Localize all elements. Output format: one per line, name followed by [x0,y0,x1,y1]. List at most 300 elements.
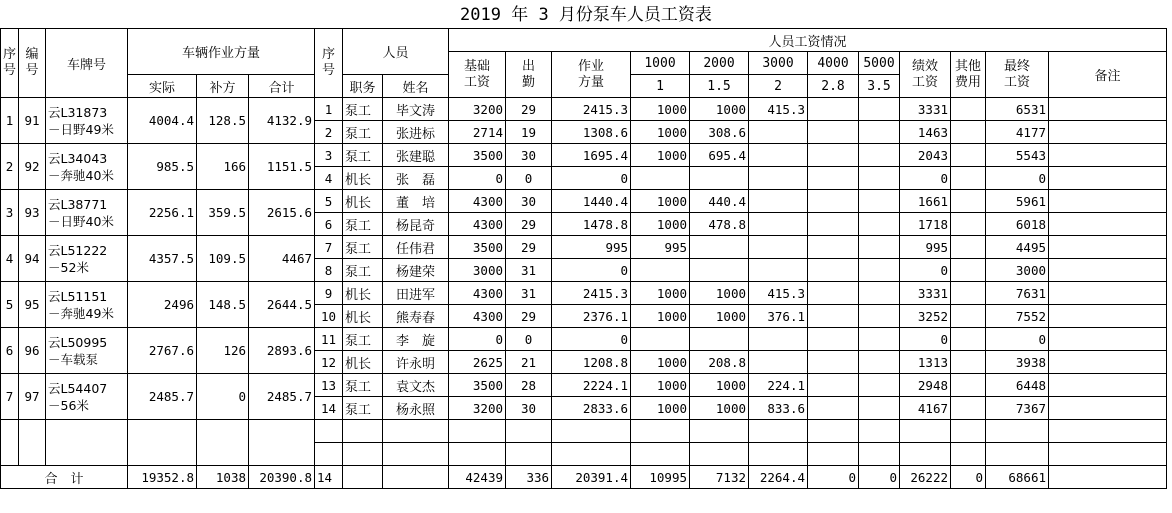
header-volume[interactable]: 车辆作业方量 [128,29,315,75]
tier-3-cell[interactable] [749,236,808,259]
tier-5-cell[interactable] [859,213,900,236]
work-volume-cell[interactable]: 2376.1 [552,305,631,328]
perf-wage-cell[interactable]: 2948 [900,374,951,397]
totals-label[interactable]: 合 计 [1,466,128,489]
tier-5-cell[interactable] [859,351,900,374]
perf-wage-cell[interactable]: 1313 [900,351,951,374]
base-wage-cell[interactable]: 3200 [449,98,506,121]
volume-actual-cell[interactable]: 2485.7 [128,374,197,420]
volume-extra-cell[interactable] [197,420,249,466]
totals-t1[interactable]: 10995 [631,466,690,489]
tier-4-cell[interactable] [808,121,859,144]
tier-5-cell[interactable] [859,259,900,282]
tier-1-cell[interactable]: 1000 [631,190,690,213]
volume-extra-cell[interactable]: 128.5 [197,98,249,144]
staff-job-cell[interactable]: 机长 [343,167,383,190]
header-tier-5-top[interactable]: 5000 [859,52,900,75]
tier-3-cell[interactable] [749,328,808,351]
vehicle-seq-cell[interactable]: 7 [1,374,19,420]
note-cell[interactable] [1049,167,1167,190]
attendance-cell[interactable]: 28 [506,374,552,397]
staff-job-cell[interactable]: 泵工 [343,98,383,121]
tier-4-cell[interactable] [808,282,859,305]
staff-seq-cell[interactable]: 7 [315,236,343,259]
perf-wage-cell[interactable]: 0 [900,328,951,351]
staff-name-cell[interactable]: 张 磊 [383,167,449,190]
header-volume-actual[interactable]: 实际 [128,75,197,98]
header-tier-1-bottom[interactable]: 1 [631,75,690,98]
tier-3-cell[interactable]: 224.1 [749,374,808,397]
totals-extra[interactable]: 1038 [197,466,249,489]
empty-cell[interactable] [951,443,986,466]
other-fee-cell[interactable] [951,190,986,213]
staff-seq-cell[interactable]: 4 [315,167,343,190]
header-plate[interactable]: 车牌号 [46,29,128,98]
tier-3-cell[interactable] [749,121,808,144]
totals-actual[interactable]: 19352.8 [128,466,197,489]
empty-cell[interactable] [343,443,383,466]
header-seq[interactable]: 序 号 [1,29,19,98]
empty-cell[interactable] [552,443,631,466]
header-note[interactable]: 备注 [1049,52,1167,98]
vehicle-code-cell[interactable] [19,420,46,466]
totals-base[interactable]: 42439 [449,466,506,489]
tier-1-cell[interactable]: 1000 [631,144,690,167]
empty-cell[interactable] [383,420,449,443]
work-volume-cell[interactable]: 2415.3 [552,98,631,121]
tier-1-cell[interactable]: 1000 [631,374,690,397]
totals-t3[interactable]: 2264.4 [749,466,808,489]
staff-seq-cell[interactable]: 1 [315,98,343,121]
tier-4-cell[interactable] [808,213,859,236]
final-wage-cell[interactable]: 6531 [986,98,1049,121]
volume-total-cell[interactable]: 2644.5 [249,282,315,328]
tier-1-cell[interactable] [631,328,690,351]
staff-job-cell[interactable]: 泵工 [343,374,383,397]
empty-cell[interactable] [749,443,808,466]
header-tier-1-top[interactable]: 1000 [631,52,690,75]
note-cell[interactable] [1049,213,1167,236]
volume-actual-cell[interactable]: 4357.5 [128,236,197,282]
perf-wage-cell[interactable]: 1463 [900,121,951,144]
tier-4-cell[interactable] [808,144,859,167]
base-wage-cell[interactable]: 4300 [449,213,506,236]
header-final-wage[interactable]: 最终 工资 [986,52,1049,98]
header-tier-4-bottom[interactable]: 2.8 [808,75,859,98]
totals-final[interactable]: 68661 [986,466,1049,489]
base-wage-cell[interactable]: 3200 [449,397,506,420]
base-wage-cell[interactable]: 3000 [449,259,506,282]
tier-3-cell[interactable] [749,351,808,374]
tier-3-cell[interactable]: 833.6 [749,397,808,420]
final-wage-cell[interactable]: 7367 [986,397,1049,420]
other-fee-cell[interactable] [951,121,986,144]
staff-name-cell[interactable]: 熊寿春 [383,305,449,328]
other-fee-cell[interactable] [951,259,986,282]
header-tier-3-bottom[interactable]: 2 [749,75,808,98]
tier-1-cell[interactable]: 1000 [631,305,690,328]
volume-extra-cell[interactable]: 126 [197,328,249,374]
empty-cell[interactable] [315,443,343,466]
tier-3-cell[interactable] [749,259,808,282]
tier-2-cell[interactable]: 1000 [690,305,749,328]
staff-job-cell[interactable]: 泵工 [343,236,383,259]
tier-3-cell[interactable]: 376.1 [749,305,808,328]
other-fee-cell[interactable] [951,351,986,374]
empty-cell[interactable] [986,420,1049,443]
staff-seq-cell[interactable]: 10 [315,305,343,328]
staff-name-cell[interactable]: 杨昆奇 [383,213,449,236]
note-cell[interactable] [1049,282,1167,305]
base-wage-cell[interactable]: 0 [449,167,506,190]
empty-cell[interactable] [343,420,383,443]
tier-2-cell[interactable]: 695.4 [690,144,749,167]
tier-4-cell[interactable] [808,351,859,374]
note-cell[interactable] [1049,397,1167,420]
attendance-cell[interactable]: 0 [506,167,552,190]
empty-cell[interactable] [1049,443,1167,466]
base-wage-cell[interactable]: 3500 [449,144,506,167]
empty-cell[interactable] [449,443,506,466]
perf-wage-cell[interactable]: 3331 [900,98,951,121]
empty-cell[interactable] [808,420,859,443]
perf-wage-cell[interactable]: 2043 [900,144,951,167]
note-cell[interactable] [1049,190,1167,213]
empty-cell[interactable] [1049,420,1167,443]
empty-cell[interactable] [631,420,690,443]
volume-extra-cell[interactable]: 148.5 [197,282,249,328]
tier-2-cell[interactable] [690,328,749,351]
staff-name-cell[interactable]: 杨永照 [383,397,449,420]
header-tier-5-bottom[interactable]: 3.5 [859,75,900,98]
plate-cell[interactable]: 云L38771 －日野40米 [46,190,128,236]
final-wage-cell[interactable]: 3938 [986,351,1049,374]
note-cell[interactable] [1049,236,1167,259]
empty-cell[interactable] [690,443,749,466]
header-person[interactable]: 人员 [343,29,449,75]
work-volume-cell[interactable]: 1308.6 [552,121,631,144]
tier-1-cell[interactable]: 1000 [631,213,690,236]
tier-1-cell[interactable]: 1000 [631,282,690,305]
volume-actual-cell[interactable]: 2256.1 [128,190,197,236]
tier-2-cell[interactable]: 308.6 [690,121,749,144]
work-volume-cell[interactable]: 995 [552,236,631,259]
base-wage-cell[interactable]: 3500 [449,236,506,259]
plate-cell[interactable]: 云L34043 －奔驰40米 [46,144,128,190]
tier-2-cell[interactable] [690,259,749,282]
tier-5-cell[interactable] [859,397,900,420]
other-fee-cell[interactable] [951,282,986,305]
tier-1-cell[interactable]: 1000 [631,397,690,420]
empty-cell[interactable] [552,420,631,443]
final-wage-cell[interactable]: 6448 [986,374,1049,397]
header-wage-situation[interactable]: 人员工资情况 [449,29,1167,52]
tier-5-cell[interactable] [859,190,900,213]
empty-cell[interactable] [900,443,951,466]
totals-perf[interactable]: 26222 [900,466,951,489]
note-cell[interactable] [1049,121,1167,144]
vehicle-code-cell[interactable]: 95 [19,282,46,328]
tier-3-cell[interactable]: 415.3 [749,282,808,305]
vehicle-code-cell[interactable]: 93 [19,190,46,236]
vehicle-seq-cell[interactable]: 4 [1,236,19,282]
final-wage-cell[interactable]: 6018 [986,213,1049,236]
tier-4-cell[interactable] [808,397,859,420]
plate-cell[interactable]: 云L31873 －日野49米 [46,98,128,144]
base-wage-cell[interactable]: 4300 [449,190,506,213]
other-fee-cell[interactable] [951,397,986,420]
staff-seq-cell[interactable]: 8 [315,259,343,282]
tier-1-cell[interactable]: 1000 [631,121,690,144]
staff-job-cell[interactable]: 泵工 [343,259,383,282]
attendance-cell[interactable]: 30 [506,144,552,167]
totals-t4[interactable]: 0 [808,466,859,489]
vehicle-seq-cell[interactable]: 3 [1,190,19,236]
tier-1-cell[interactable]: 1000 [631,351,690,374]
volume-actual-cell[interactable] [128,420,197,466]
tier-3-cell[interactable]: 415.3 [749,98,808,121]
staff-job-cell[interactable]: 机长 [343,351,383,374]
vehicle-code-cell[interactable]: 91 [19,98,46,144]
note-cell[interactable] [1049,98,1167,121]
header-base-wage[interactable]: 基础 工资 [449,52,506,98]
staff-name-cell[interactable]: 李 旋 [383,328,449,351]
perf-wage-cell[interactable]: 0 [900,259,951,282]
work-volume-cell[interactable]: 0 [552,259,631,282]
totals-vol[interactable]: 20391.4 [552,466,631,489]
tier-2-cell[interactable]: 1000 [690,397,749,420]
note-cell[interactable] [1049,374,1167,397]
vehicle-code-cell[interactable]: 92 [19,144,46,190]
other-fee-cell[interactable] [951,305,986,328]
staff-job-cell[interactable]: 泵工 [343,213,383,236]
vehicle-seq-cell[interactable]: 1 [1,98,19,144]
staff-seq-cell[interactable]: 11 [315,328,343,351]
perf-wage-cell[interactable]: 1718 [900,213,951,236]
header-work-volume[interactable]: 作业 方量 [552,52,631,98]
staff-seq-cell[interactable]: 14 [315,397,343,420]
other-fee-cell[interactable] [951,374,986,397]
tier-5-cell[interactable] [859,167,900,190]
totals-note[interactable] [1049,466,1167,489]
header-code[interactable]: 编 号 [19,29,46,98]
staff-name-cell[interactable]: 袁文杰 [383,374,449,397]
attendance-cell[interactable]: 19 [506,121,552,144]
volume-total-cell[interactable]: 4467 [249,236,315,282]
staff-seq-cell[interactable]: 13 [315,374,343,397]
empty-cell[interactable] [449,420,506,443]
work-volume-cell[interactable]: 0 [552,167,631,190]
volume-extra-cell[interactable]: 359.5 [197,190,249,236]
empty-cell[interactable] [900,420,951,443]
staff-name-cell[interactable]: 任伟君 [383,236,449,259]
work-volume-cell[interactable]: 1208.8 [552,351,631,374]
volume-extra-cell[interactable]: 109.5 [197,236,249,282]
totals-att[interactable]: 336 [506,466,552,489]
empty-cell[interactable] [690,420,749,443]
staff-job-cell[interactable]: 泵工 [343,397,383,420]
volume-actual-cell[interactable]: 985.5 [128,144,197,190]
perf-wage-cell[interactable]: 995 [900,236,951,259]
volume-extra-cell[interactable]: 0 [197,374,249,420]
tier-2-cell[interactable] [690,236,749,259]
staff-job-cell[interactable]: 泵工 [343,328,383,351]
totals-name[interactable] [383,466,449,489]
header-tier-3-top[interactable]: 3000 [749,52,808,75]
volume-total-cell[interactable]: 2893.6 [249,328,315,374]
base-wage-cell[interactable]: 2714 [449,121,506,144]
tier-2-cell[interactable]: 478.8 [690,213,749,236]
staff-seq-cell[interactable]: 9 [315,282,343,305]
tier-5-cell[interactable] [859,144,900,167]
perf-wage-cell[interactable]: 1661 [900,190,951,213]
vehicle-seq-cell[interactable]: 6 [1,328,19,374]
base-wage-cell[interactable]: 4300 [449,282,506,305]
volume-extra-cell[interactable]: 166 [197,144,249,190]
empty-cell[interactable] [951,420,986,443]
other-fee-cell[interactable] [951,167,986,190]
volume-total-cell[interactable]: 2615.6 [249,190,315,236]
attendance-cell[interactable]: 21 [506,351,552,374]
vehicle-code-cell[interactable]: 97 [19,374,46,420]
staff-job-cell[interactable]: 机长 [343,190,383,213]
volume-total-cell[interactable]: 2485.7 [249,374,315,420]
tier-4-cell[interactable] [808,236,859,259]
staff-job-cell[interactable]: 机长 [343,282,383,305]
other-fee-cell[interactable] [951,213,986,236]
tier-5-cell[interactable] [859,374,900,397]
tier-5-cell[interactable] [859,121,900,144]
tier-5-cell[interactable] [859,305,900,328]
empty-cell[interactable] [986,443,1049,466]
plate-cell[interactable]: 云L51151 －奔驰49米 [46,282,128,328]
attendance-cell[interactable]: 29 [506,305,552,328]
final-wage-cell[interactable]: 4495 [986,236,1049,259]
totals-job[interactable] [343,466,383,489]
other-fee-cell[interactable] [951,144,986,167]
base-wage-cell[interactable]: 2625 [449,351,506,374]
tier-1-cell[interactable] [631,167,690,190]
header-perf-wage[interactable]: 绩效 工资 [900,52,951,98]
tier-3-cell[interactable] [749,167,808,190]
tier-3-cell[interactable] [749,190,808,213]
other-fee-cell[interactable] [951,236,986,259]
note-cell[interactable] [1049,351,1167,374]
work-volume-cell[interactable]: 1440.4 [552,190,631,213]
header-job[interactable]: 职务 [343,75,383,98]
work-volume-cell[interactable]: 1478.8 [552,213,631,236]
empty-cell[interactable] [383,443,449,466]
header-volume-extra[interactable]: 补方 [197,75,249,98]
tier-1-cell[interactable]: 1000 [631,98,690,121]
final-wage-cell[interactable]: 5961 [986,190,1049,213]
base-wage-cell[interactable]: 0 [449,328,506,351]
tier-4-cell[interactable] [808,374,859,397]
totals-other[interactable]: 0 [951,466,986,489]
attendance-cell[interactable]: 31 [506,259,552,282]
work-volume-cell[interactable]: 2415.3 [552,282,631,305]
tier-2-cell[interactable] [690,167,749,190]
staff-name-cell[interactable]: 张建聪 [383,144,449,167]
header-attendance[interactable]: 出 勤 [506,52,552,98]
volume-actual-cell[interactable]: 4004.4 [128,98,197,144]
tier-5-cell[interactable] [859,98,900,121]
attendance-cell[interactable]: 30 [506,397,552,420]
other-fee-cell[interactable] [951,328,986,351]
final-wage-cell[interactable]: 0 [986,167,1049,190]
plate-cell[interactable]: 云L50995 －车载泵 [46,328,128,374]
header-person-seq[interactable]: 序 号 [315,29,343,98]
work-volume-cell[interactable]: 2833.6 [552,397,631,420]
final-wage-cell[interactable]: 7631 [986,282,1049,305]
final-wage-cell[interactable]: 0 [986,328,1049,351]
totals-count[interactable]: 14 [315,466,343,489]
vehicle-seq-cell[interactable]: 2 [1,144,19,190]
empty-cell[interactable] [631,443,690,466]
perf-wage-cell[interactable]: 4167 [900,397,951,420]
staff-name-cell[interactable]: 张进标 [383,121,449,144]
attendance-cell[interactable]: 29 [506,98,552,121]
vehicle-seq-cell[interactable] [1,420,19,466]
attendance-cell[interactable]: 31 [506,282,552,305]
staff-name-cell[interactable]: 董 培 [383,190,449,213]
note-cell[interactable] [1049,144,1167,167]
tier-2-cell[interactable]: 1000 [690,374,749,397]
totals-total[interactable]: 20390.8 [249,466,315,489]
note-cell[interactable] [1049,328,1167,351]
plate-cell[interactable] [46,420,128,466]
empty-cell[interactable] [506,443,552,466]
header-tier-2-top[interactable]: 2000 [690,52,749,75]
tier-4-cell[interactable] [808,259,859,282]
tier-2-cell[interactable]: 208.8 [690,351,749,374]
empty-cell[interactable] [808,443,859,466]
tier-1-cell[interactable] [631,259,690,282]
final-wage-cell[interactable]: 3000 [986,259,1049,282]
volume-total-cell[interactable]: 1151.5 [249,144,315,190]
base-wage-cell[interactable]: 3500 [449,374,506,397]
staff-seq-cell[interactable]: 6 [315,213,343,236]
tier-1-cell[interactable]: 995 [631,236,690,259]
staff-job-cell[interactable]: 机长 [343,305,383,328]
tier-5-cell[interactable] [859,282,900,305]
header-volume-total[interactable]: 合计 [249,75,315,98]
tier-2-cell[interactable]: 440.4 [690,190,749,213]
note-cell[interactable] [1049,305,1167,328]
header-name[interactable]: 姓名 [383,75,449,98]
plate-cell[interactable]: 云L51222 －52米 [46,236,128,282]
plate-cell[interactable]: 云L54407 －56米 [46,374,128,420]
perf-wage-cell[interactable]: 0 [900,167,951,190]
empty-cell[interactable] [859,443,900,466]
final-wage-cell[interactable]: 4177 [986,121,1049,144]
staff-job-cell[interactable]: 泵工 [343,121,383,144]
empty-cell[interactable] [859,420,900,443]
staff-name-cell[interactable]: 田进军 [383,282,449,305]
work-volume-cell[interactable]: 2224.1 [552,374,631,397]
volume-actual-cell[interactable]: 2767.6 [128,328,197,374]
header-other-fee[interactable]: 其他 费用 [951,52,986,98]
volume-actual-cell[interactable]: 2496 [128,282,197,328]
tier-2-cell[interactable]: 1000 [690,98,749,121]
tier-3-cell[interactable] [749,144,808,167]
staff-seq-cell[interactable]: 3 [315,144,343,167]
staff-name-cell[interactable]: 许永明 [383,351,449,374]
attendance-cell[interactable]: 29 [506,213,552,236]
base-wage-cell[interactable]: 4300 [449,305,506,328]
staff-name-cell[interactable]: 毕文涛 [383,98,449,121]
vehicle-code-cell[interactable]: 96 [19,328,46,374]
